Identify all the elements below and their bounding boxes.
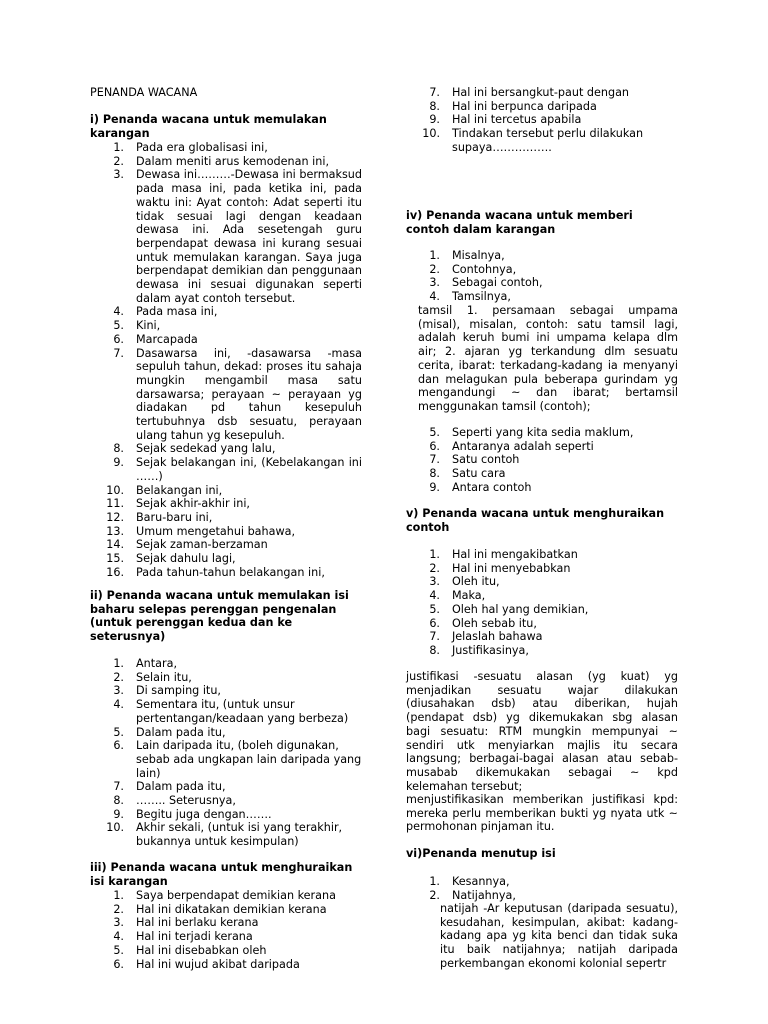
list-item: 6. Antaranya adalah seperti bbox=[429, 439, 594, 453]
list-item: 4. Pada masa ini, bbox=[113, 305, 218, 319]
list-item: 8. Sejak sedekad yang lalu, bbox=[113, 442, 276, 456]
list-item: 1. Antara, bbox=[113, 657, 177, 670]
list-item: 8. …….. Seterusnya, bbox=[113, 794, 236, 808]
justifikasi-definition: justifikasi -sesuatu alasan (yg kuat) yg menjadikan sesuatu wajar dilakukan (diusahakan dsb) atau diberikan, hujah (pendapat dsb) yg dikemukakan sbg alasan bagi sesuatu: RTM mungkin mempunyai ~ sendiri utk menyiarkan majlis itu secara langsung; berbagai-bagai alasan atau sebab-musabab dikemukakan sebagai ~ kpd kelemahan tersebut; bbox=[406, 670, 678, 793]
list-item: 2. Natijahnya, bbox=[429, 888, 516, 902]
list-item: 1. Saya berpendapat demikian kerana bbox=[113, 889, 336, 902]
list-item: 5. Seperti yang kita sedia maklum, bbox=[429, 426, 634, 439]
list-item: 8. Satu cara bbox=[429, 467, 506, 481]
section-6-list bbox=[406, 875, 678, 902]
list-item: 16. Pada tahun-tahun belakangan ini, bbox=[106, 565, 325, 579]
list-item: 4. Sementara itu, (untuk unsur pertentangan/keadaan yang berbeza) bbox=[113, 698, 349, 725]
list-item: 3. Sebagai contoh, bbox=[429, 276, 543, 290]
list-item: 5. Hal ini disebabkan oleh bbox=[113, 943, 267, 957]
list-item: 15. Sejak dahulu lagi, bbox=[106, 552, 236, 566]
list-item: 5. Oleh hal yang demikian, bbox=[429, 602, 589, 616]
section-4-list-b bbox=[406, 426, 678, 495]
list-item: 6. Marcapada bbox=[113, 332, 198, 346]
list-item: 12. Baru-baru ini, bbox=[106, 510, 213, 524]
list-item: 9. Begitu juga dengan……. bbox=[113, 807, 272, 821]
list-item: 13. Umum mengetahui bahawa, bbox=[106, 524, 296, 538]
list-item: 7. Satu contoh bbox=[429, 453, 520, 467]
list-item: 2. Dalam meniti arus kemodenan ini, bbox=[113, 154, 329, 168]
section-4-list-a bbox=[406, 249, 678, 304]
list-item: 9. Hal ini tercetus apabila bbox=[429, 113, 582, 127]
section-5-list bbox=[406, 548, 678, 658]
list-item: 7. Jelaslah bahawa bbox=[429, 630, 543, 644]
list-item: 5. Kini, bbox=[113, 319, 161, 333]
list-item: 4. Maka, bbox=[429, 589, 486, 603]
section-4-heading: iv) Penanda wacana untuk memberi contoh dalam karangan bbox=[406, 209, 633, 236]
list-item: 4. Hal ini terjadi kerana bbox=[113, 930, 253, 944]
list-item: 6. Hal ini wujud akibat daripada bbox=[113, 957, 300, 971]
list-item: 5. Dalam pada itu, bbox=[113, 725, 226, 739]
list-item: 10. Tindakan tersebut perlu dilakukan supaya……………. bbox=[422, 127, 644, 154]
list-item: 1. Hal ini mengakibatkan bbox=[429, 548, 578, 561]
section-1-heading: i) Penanda wacana untuk memulakan karangan bbox=[90, 113, 327, 140]
section-2-list bbox=[90, 657, 362, 849]
tamsil-definition: tamsil 1. persamaan sebagai umpama (misal), misalan, contoh: satu tamsil lagi, adalah keruh bumi ini umpama kelapa dlm air; 2. ajaran yg terkandung dlm sesuatu cerita, ibarat: terkadang-kadang ia menyanyi dan melagukan pula beberapa gurindam yg mengandungi ~ dan ibarat; bertamsil menggunakan tamsil (contoh); bbox=[418, 304, 678, 413]
list-item: 2. Selain itu, bbox=[113, 670, 192, 684]
list-item: 11. Sejak akhir-akhir ini, bbox=[106, 497, 250, 511]
natijah-definition: natijah -Ar keputusan (daripada sesuatu), kesudahan, kesimpulan, akibat: kadang-kadang apa yg kita benci dan tidak suka itu baik natijahnya; natijah daripada perkembangan ekonomi kolonial sepertr bbox=[440, 902, 678, 970]
list-item: 8. Hal ini berpunca daripada bbox=[429, 99, 597, 113]
list-item: 10. Akhir sekali, (untuk isi yang terakhir, bukannya untuk kesimpulan) bbox=[106, 821, 343, 849]
title-text: PENANDA WACANA bbox=[90, 86, 198, 99]
list-item: 2. Hal ini dikatakan demikian kerana bbox=[113, 902, 327, 916]
section-3-continued-list bbox=[406, 86, 678, 155]
section-2-heading: ii) Penanda wacana untuk memulakan isi baharu selepas perenggan pengenalan (untuk perenggan kedua dan ke seterusnya) bbox=[90, 589, 349, 644]
section-3-heading: iii) Penanda wacana untuk menghuraikan isi karangan bbox=[90, 861, 353, 888]
list-item: 2. Contohnya, bbox=[429, 262, 517, 276]
list-item: 1. Pada era globalisasi ini, bbox=[113, 141, 268, 154]
list-item: 7. Hal ini bersangkut-paut dengan bbox=[429, 86, 630, 99]
section-5-heading: v) Penanda wacana untuk menghuraikan contoh bbox=[406, 507, 665, 534]
section-1-list bbox=[90, 141, 362, 580]
list-item: 14. Sejak zaman-berzaman bbox=[106, 538, 268, 552]
list-item: 7. Dalam pada itu, bbox=[113, 780, 226, 794]
list-item: 8. Justifikasinya, bbox=[429, 643, 529, 657]
list-item: 6. Lain daripada itu, (boleh digunakan, sebab ada ungkapan lain daripada yang lain) bbox=[113, 739, 362, 780]
page-title bbox=[90, 86, 362, 100]
list-item: 2. Hal ini menyebabkan bbox=[429, 561, 571, 575]
list-item: 1. Kesannya, bbox=[429, 875, 510, 888]
menjustifikasikan-definition: menjustifikasikan memberikan justifikasi kpd: mereka perlu memberikan bukti yg nyata utk ~ permohonan pinjaman itu. bbox=[406, 793, 678, 834]
list-item: 6. Oleh sebab itu, bbox=[429, 616, 537, 630]
section-6-heading: vi)Penanda menutup isi bbox=[406, 847, 556, 860]
list-item: 3. Oleh itu, bbox=[429, 575, 500, 589]
list-item: 7. Dasawarsa ini, -dasawarsa -masa sepuluh tahun, dekad: proses itu sahaja mungkin mengambil masa satu darsawarsa; perayaan ~ perayaan yg diadakan pd tahun kesepuluh tertubuhnya dsb sesuatu, perayaan ulang tahun yg kesepuluh. bbox=[113, 346, 362, 442]
list-item: 3. Di samping itu, bbox=[113, 684, 221, 698]
section-3-list bbox=[90, 889, 362, 971]
list-item: 9. Sejak belakangan ini, (Kebelakangan ini ……) bbox=[113, 456, 362, 483]
list-item: 1. Misalnya, bbox=[429, 249, 505, 262]
list-item: 9. Antara contoh bbox=[429, 480, 532, 494]
list-item: 3. Hal ini berlaku kerana bbox=[113, 916, 259, 930]
list-item: 3. Dewasa ini………-Dewasa ini bermaksud pada masa ini, pada ketika ini, pada waktu ini: Ayat contoh: Adat seperti itu tidak sesuai lagi dengan keadaan dewasa ini. Ada sesetengah guru berpendapat dewasa ini kurang sesuai untuk memulakan karangan. Saya juga berpendapat demikian dan penggunaan dewasa ini sesuai digunakan seperti dalam ayat contoh tersebut. bbox=[113, 168, 362, 305]
list-item: 10. Belakangan ini, bbox=[106, 483, 223, 497]
list-item: 4. Tamsilnya, bbox=[429, 290, 511, 304]
